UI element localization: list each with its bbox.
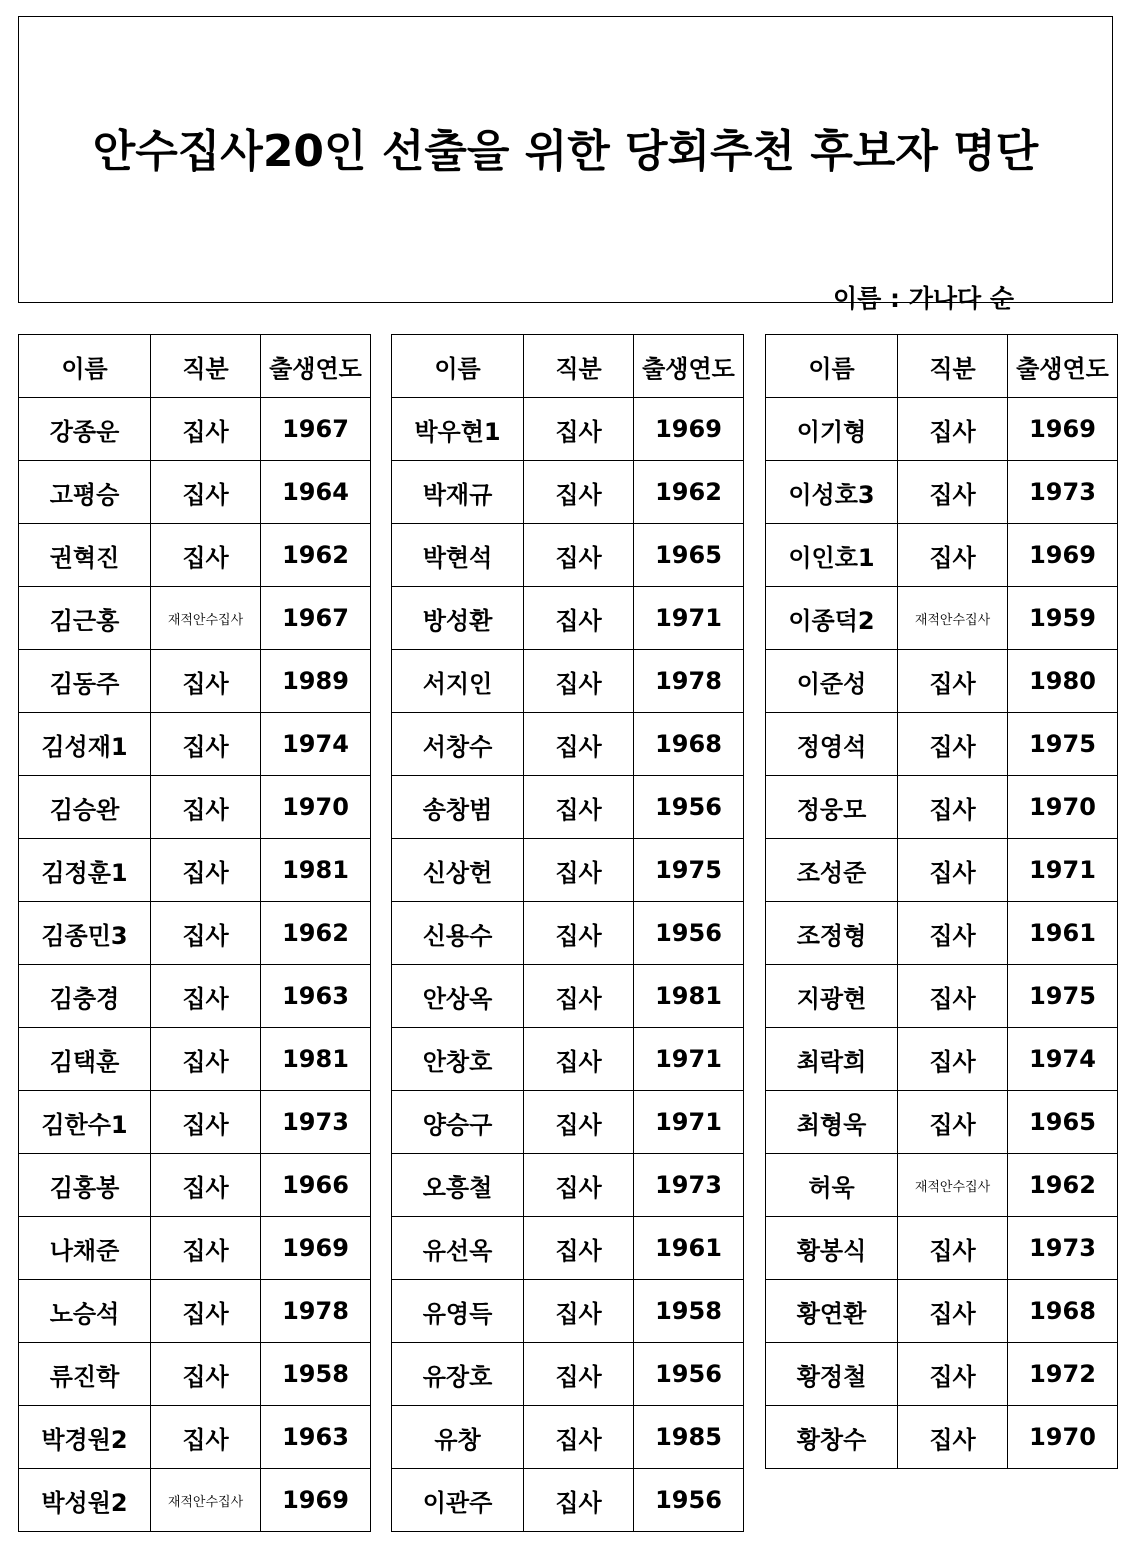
cell-role: 집사 [524, 965, 634, 1028]
cell-year: 1972 [1008, 1343, 1118, 1406]
cell-name: 김근홍 [19, 587, 151, 650]
cell-role: 재적안수집사 [898, 1154, 1008, 1217]
table-row [19, 776, 371, 839]
cell-year: 1956 [634, 776, 744, 839]
cell-name: 박성원2 [19, 1469, 151, 1532]
cell-name: 김성재1 [19, 713, 151, 776]
table-row [392, 713, 744, 776]
table-row [766, 1217, 1118, 1280]
cell-year: 1974 [261, 713, 371, 776]
title-box [18, 16, 1113, 313]
cell-name: 고평승 [19, 461, 151, 524]
cell-role: 집사 [524, 1217, 634, 1280]
cell-year: 1971 [634, 1091, 744, 1154]
cell-year: 1973 [1008, 1217, 1118, 1280]
header-name: 이름 [766, 335, 898, 398]
cell-name: 최락희 [766, 1028, 898, 1091]
cell-year: 1962 [634, 461, 744, 524]
cell-role: 집사 [151, 1406, 261, 1469]
cell-year: 1958 [261, 1343, 371, 1406]
table-row [19, 1091, 371, 1154]
cell-name: 안상옥 [392, 965, 524, 1028]
cell-name: 황정철 [766, 1343, 898, 1406]
table-row [766, 1406, 1118, 1469]
table-row [392, 1280, 744, 1343]
cell-year: 1970 [1008, 1406, 1118, 1469]
cell-name: 박우현1 [392, 398, 524, 461]
table-row [19, 1469, 371, 1532]
cell-role: 집사 [898, 524, 1008, 587]
cell-year: 1967 [261, 587, 371, 650]
cell-role: 집사 [524, 587, 634, 650]
cell-role: 집사 [898, 965, 1008, 1028]
table-row [19, 1280, 371, 1343]
header-year: 출생연도 [634, 335, 744, 398]
cell-name: 유장호 [392, 1343, 524, 1406]
table-row [766, 965, 1118, 1028]
cell-year: 1974 [1008, 1028, 1118, 1091]
cell-name: 신용수 [392, 902, 524, 965]
table-row [392, 1343, 744, 1406]
cell-role: 집사 [151, 1091, 261, 1154]
cell-name: 허욱 [766, 1154, 898, 1217]
table-row [766, 587, 1118, 650]
cell-year: 1965 [634, 524, 744, 587]
table-row [19, 713, 371, 776]
cell-name: 서지인 [392, 650, 524, 713]
table-row [19, 1154, 371, 1217]
cell-name: 정영석 [766, 713, 898, 776]
cell-role: 집사 [151, 965, 261, 1028]
cell-name: 이성호3 [766, 461, 898, 524]
cell-name: 방성환 [392, 587, 524, 650]
cell-year: 1985 [634, 1406, 744, 1469]
header-role: 직분 [898, 335, 1008, 398]
roster-table-2 [391, 334, 744, 1532]
cell-role: 집사 [898, 1091, 1008, 1154]
cell-year: 1975 [1008, 965, 1118, 1028]
header-name: 이름 [19, 335, 151, 398]
cell-year: 1989 [261, 650, 371, 713]
table-row [766, 839, 1118, 902]
table-row [766, 1028, 1118, 1091]
cell-role: 집사 [524, 1343, 634, 1406]
cell-role: 집사 [524, 1091, 634, 1154]
cell-year: 1956 [634, 902, 744, 965]
table-row [392, 902, 744, 965]
cell-name: 박경원2 [19, 1406, 151, 1469]
header-year: 출생연도 [261, 335, 371, 398]
table-row [392, 1091, 744, 1154]
cell-role: 집사 [898, 650, 1008, 713]
cell-year: 1981 [261, 839, 371, 902]
cell-year: 1962 [1008, 1154, 1118, 1217]
cell-year: 1963 [261, 1406, 371, 1469]
header-name: 이름 [392, 335, 524, 398]
header-row [392, 335, 744, 398]
cell-role: 집사 [898, 398, 1008, 461]
cell-role: 집사 [151, 650, 261, 713]
cell-name: 신상헌 [392, 839, 524, 902]
cell-role: 집사 [151, 902, 261, 965]
cell-role: 집사 [898, 713, 1008, 776]
table-row [392, 461, 744, 524]
cell-year: 1973 [634, 1154, 744, 1217]
table-row [19, 398, 371, 461]
table-row [766, 461, 1118, 524]
cell-year: 1973 [261, 1091, 371, 1154]
cell-name: 김종민3 [19, 902, 151, 965]
table-row [19, 902, 371, 965]
cell-name: 조정형 [766, 902, 898, 965]
cell-year: 1969 [261, 1217, 371, 1280]
table-row [19, 461, 371, 524]
cell-role: 집사 [524, 650, 634, 713]
cell-name: 서창수 [392, 713, 524, 776]
cell-name: 이종덕2 [766, 587, 898, 650]
header-role: 직분 [524, 335, 634, 398]
cell-year: 1968 [1008, 1280, 1118, 1343]
cell-year: 1973 [1008, 461, 1118, 524]
cell-name: 김동주 [19, 650, 151, 713]
cell-year: 1970 [1008, 776, 1118, 839]
cell-role: 집사 [151, 524, 261, 587]
table-row [392, 1028, 744, 1091]
cell-name: 류진학 [19, 1343, 151, 1406]
cell-role: 집사 [898, 461, 1008, 524]
header-role: 직분 [151, 335, 261, 398]
cell-name: 이준성 [766, 650, 898, 713]
cell-role: 집사 [151, 461, 261, 524]
cell-role: 집사 [524, 1028, 634, 1091]
cell-name: 유창 [392, 1406, 524, 1469]
table-row [19, 965, 371, 1028]
cell-name: 강종운 [19, 398, 151, 461]
cell-year: 1971 [634, 1028, 744, 1091]
cell-name: 황연환 [766, 1280, 898, 1343]
table-row [19, 1028, 371, 1091]
table-row [766, 1280, 1118, 1343]
table-row [392, 398, 744, 461]
table-row [392, 965, 744, 1028]
cell-role: 집사 [898, 902, 1008, 965]
cell-role: 재적안수집사 [151, 587, 261, 650]
table-row [19, 1406, 371, 1469]
cell-role: 집사 [151, 1028, 261, 1091]
cell-role: 집사 [524, 902, 634, 965]
cell-role: 집사 [524, 713, 634, 776]
cell-year: 1962 [261, 902, 371, 965]
roster-table-3 [765, 334, 1118, 1469]
header-year: 출생연도 [1008, 335, 1118, 398]
cell-name: 황봉식 [766, 1217, 898, 1280]
cell-name: 황창수 [766, 1406, 898, 1469]
table-row [392, 1154, 744, 1217]
cell-role: 집사 [151, 398, 261, 461]
cell-role: 집사 [151, 839, 261, 902]
cell-role: 집사 [524, 1154, 634, 1217]
cell-year: 1967 [261, 398, 371, 461]
cell-name: 김정훈1 [19, 839, 151, 902]
table-row [392, 776, 744, 839]
cell-year: 1981 [634, 965, 744, 1028]
cell-name: 유영득 [392, 1280, 524, 1343]
cell-role: 집사 [524, 524, 634, 587]
cell-year: 1963 [261, 965, 371, 1028]
table-row [766, 524, 1118, 587]
table-row [392, 1217, 744, 1280]
cell-role: 집사 [524, 1469, 634, 1532]
cell-name: 박현석 [392, 524, 524, 587]
cell-name: 김충경 [19, 965, 151, 1028]
table-row [766, 1343, 1118, 1406]
sort-note: 이름 : 가나다 순 [832, 284, 1014, 313]
cell-role: 집사 [151, 1154, 261, 1217]
table-row [19, 524, 371, 587]
cell-role: 집사 [524, 1280, 634, 1343]
cell-role: 집사 [898, 839, 1008, 902]
cell-role: 집사 [898, 1028, 1008, 1091]
cell-role: 집사 [524, 839, 634, 902]
table-row [19, 650, 371, 713]
header-row [766, 335, 1118, 398]
cell-role: 집사 [151, 1280, 261, 1343]
table-row [392, 1469, 744, 1532]
cell-role: 집사 [524, 776, 634, 839]
cell-year: 1962 [261, 524, 371, 587]
table-row [19, 587, 371, 650]
table-row [766, 902, 1118, 965]
cell-role: 집사 [151, 776, 261, 839]
cell-name: 오흥철 [392, 1154, 524, 1217]
cell-name: 박재규 [392, 461, 524, 524]
cell-year: 1969 [261, 1469, 371, 1532]
cell-name: 정웅모 [766, 776, 898, 839]
cell-year: 1968 [634, 713, 744, 776]
cell-year: 1956 [634, 1469, 744, 1532]
cell-role: 재적안수집사 [151, 1469, 261, 1532]
table-row [766, 713, 1118, 776]
table-row [392, 524, 744, 587]
cell-name: 이기형 [766, 398, 898, 461]
roster-table-1 [18, 334, 371, 1532]
cell-name: 김승완 [19, 776, 151, 839]
cell-name: 송창범 [392, 776, 524, 839]
cell-year: 1958 [634, 1280, 744, 1343]
table-row [766, 776, 1118, 839]
table-row [766, 650, 1118, 713]
cell-year: 1969 [634, 398, 744, 461]
cell-name: 나채준 [19, 1217, 151, 1280]
cell-role: 집사 [524, 461, 634, 524]
cell-year: 1981 [261, 1028, 371, 1091]
cell-name: 조성준 [766, 839, 898, 902]
cell-year: 1975 [634, 839, 744, 902]
cell-name: 이인호1 [766, 524, 898, 587]
cell-name: 노승석 [19, 1280, 151, 1343]
cell-year: 1961 [634, 1217, 744, 1280]
cell-year: 1975 [1008, 713, 1118, 776]
cell-year: 1971 [634, 587, 744, 650]
cell-year: 1978 [261, 1280, 371, 1343]
table-row [19, 839, 371, 902]
cell-year: 1959 [1008, 587, 1118, 650]
table-row [392, 587, 744, 650]
cell-year: 1980 [1008, 650, 1118, 713]
cell-role: 집사 [151, 1343, 261, 1406]
cell-year: 1971 [1008, 839, 1118, 902]
cell-year: 1969 [1008, 398, 1118, 461]
cell-name: 권혁진 [19, 524, 151, 587]
header-row [19, 335, 371, 398]
cell-year: 1961 [1008, 902, 1118, 965]
page-title: 안수집사20인 선출을 위한 당회추천 후보자 명단 [92, 126, 1039, 177]
cell-year: 1970 [261, 776, 371, 839]
cell-role: 집사 [898, 1406, 1008, 1469]
cell-year: 1969 [1008, 524, 1118, 587]
cell-role: 집사 [151, 713, 261, 776]
cell-role: 집사 [898, 776, 1008, 839]
table-row [19, 1217, 371, 1280]
cell-role: 집사 [524, 1406, 634, 1469]
cell-role: 집사 [898, 1217, 1008, 1280]
cell-role: 집사 [524, 398, 634, 461]
cell-role: 집사 [898, 1343, 1008, 1406]
cell-name: 안창호 [392, 1028, 524, 1091]
table-row [392, 650, 744, 713]
cell-year: 1965 [1008, 1091, 1118, 1154]
cell-name: 지광현 [766, 965, 898, 1028]
cell-year: 1966 [261, 1154, 371, 1217]
cell-name: 최형욱 [766, 1091, 898, 1154]
cell-name: 김홍봉 [19, 1154, 151, 1217]
table-row [392, 1406, 744, 1469]
cell-name: 김택훈 [19, 1028, 151, 1091]
cell-name: 유선옥 [392, 1217, 524, 1280]
cell-year: 1978 [634, 650, 744, 713]
cell-role: 집사 [151, 1217, 261, 1280]
cell-name: 양승구 [392, 1091, 524, 1154]
cell-name: 김한수1 [19, 1091, 151, 1154]
cell-year: 1956 [634, 1343, 744, 1406]
cell-role: 집사 [898, 1280, 1008, 1343]
table-row [766, 1154, 1118, 1217]
cell-year: 1964 [261, 461, 371, 524]
cell-name: 이관주 [392, 1469, 524, 1532]
cell-role: 재적안수집사 [898, 587, 1008, 650]
table-row [392, 839, 744, 902]
table-row [766, 398, 1118, 461]
table-row [19, 1343, 371, 1406]
table-row [766, 1091, 1118, 1154]
